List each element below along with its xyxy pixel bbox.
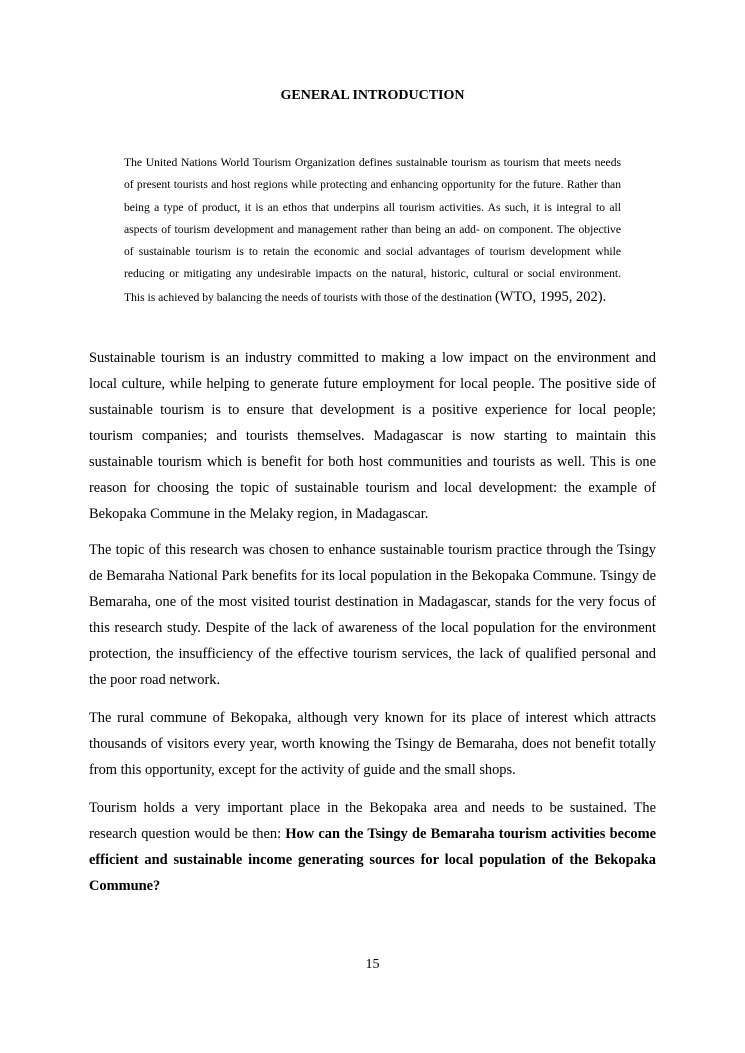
quote-citation: (WTO, 1995, 202). — [494, 288, 607, 305]
paragraph-sustainable-tourism: Sustainable tourism is an industry committed to making a low impact on the environment and local culture, while helping to generate future employment for local people. The positive side of sustainable tourism is to ensure that development is a positive experience for local people; tourism companies; and tourists themselves. Madagascar is now starting to maintain this sustainable tourism which is benefit for both host communities and tourists as well. This is one reason for choosing the topic of sustainable tourism and local development: the example of Bekopaka Commune in the Melaky region, in Madagascar. — [89, 350, 656, 522]
paragraph-research-topic: The topic of this research was chosen to enhance sustainable tourism practice through the Tsingy de Bemaraha National Park benefits for its local population in the Bekopaka Commune. Tsingy de Bemaraha, one of the most visited tourist destination in Madagascar, stands for the very focus of this research study. Despite of the lack of awareness of the local population for the environment protection, the insufficiency of the effective tourism services, the lack of qualified personal and the poor road network. — [89, 542, 656, 688]
block-quote — [124, 152, 621, 309]
page-number: 15 — [365, 957, 380, 972]
research-question-intro: Tourism holds a very important place in the Bekopaka area and needs to be sustained. The research question would be then: — [89, 800, 656, 842]
paragraph-research-question — [89, 795, 656, 899]
section-title: GENERAL INTRODUCTION — [280, 88, 465, 103]
research-question: How can the Tsingy de Bemaraha tourism activities become efficient and sustainable income generating sources for local population of the Bekopaka Commune? — [89, 826, 656, 894]
paragraph-bekopaka-commune: The rural commune of Bekopaka, although very known for its place of interest which attracts thousands of visitors every year, worth knowing the Tsingy de Bemaraha, does not benefit totally from this opportunity, except for the activity of guide and the small shops. — [89, 710, 656, 778]
quote-text: The United Nations World Tourism Organization defines sustainable tourism as tourism that meets needs of present tourists and host regions while protecting and enhancing opportunity for the future. Rather than being a type of product, it is an ethos that underpins all tourism activities. As such, it is integral to all aspects of tourism development and management rather than being an add- on component. The objective of sustainable tourism is to retain the economic and social advantages of tourism development while reducing or mitigating any undesirable impacts on the natural, historic, cultural or social environment. This is achieved by balancing the needs of tourists with those of the destination — [124, 156, 621, 304]
